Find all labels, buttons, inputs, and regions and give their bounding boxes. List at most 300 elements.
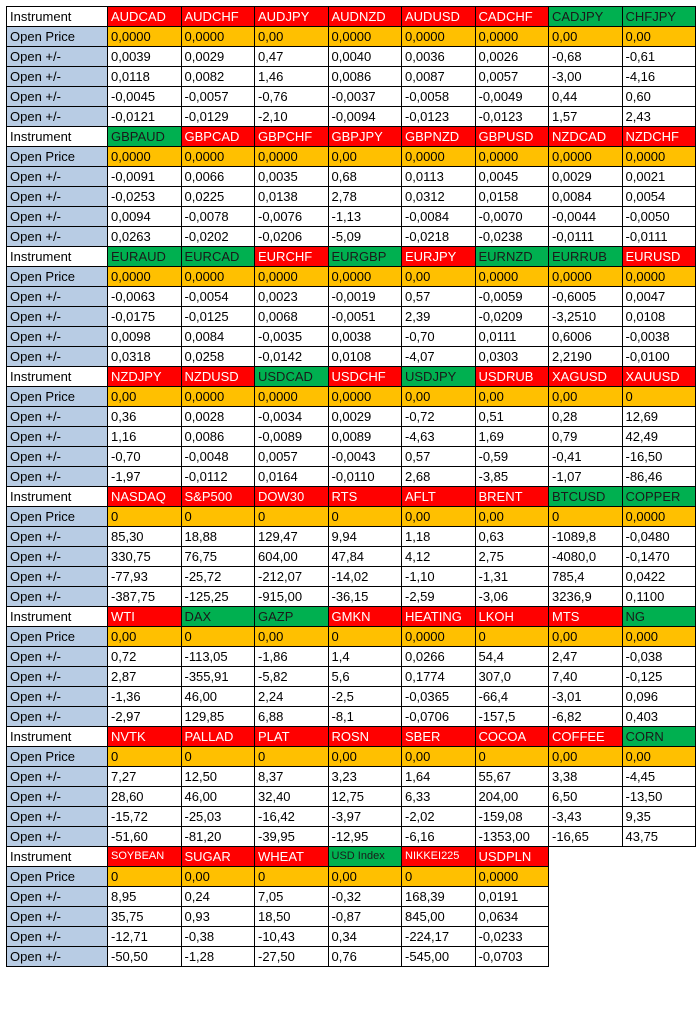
open-change-row [7,647,696,667]
value-cell: -81,20 [181,827,255,847]
open-price-cell: 0,0000 [549,147,623,167]
symbol-cell: NZDCHF [622,127,696,147]
value-cell: -387,75 [108,587,182,607]
symbol-cell: EURNZD [475,247,549,267]
value-cell: -0,0063 [108,287,182,307]
symbol-cell: HEATING [402,607,476,627]
value-cell: -0,0048 [181,447,255,467]
open-change-label: Open +/- [7,547,108,567]
value-cell: 0,6006 [549,327,623,347]
symbol-cell: CORN [622,727,696,747]
empty-cell [549,867,623,887]
value-cell: 18,88 [181,527,255,547]
open-price-cell: 0,0000 [181,267,255,287]
symbol-cell: S&P500 [181,487,255,507]
value-cell: -545,00 [402,947,476,967]
value-cell: -0,038 [622,647,696,667]
value-cell: 0,0089 [328,427,402,447]
open-change-row [7,447,696,467]
open-change-label: Open +/- [7,887,108,907]
value-cell: -0,0058 [402,87,476,107]
value-cell: 0,0108 [328,347,402,367]
open-price-cell: 0,0000 [402,27,476,47]
symbol-cell: DAX [181,607,255,627]
value-cell: -0,0044 [549,207,623,227]
symbol-cell: BTCUSD [549,487,623,507]
value-cell: -4,16 [622,67,696,87]
empty-cell [622,887,696,907]
symbol-cell: AUDCHF [181,7,255,27]
symbol-cell: CHFJPY [622,7,696,27]
value-cell: -0,0035 [255,327,329,347]
value-cell: -1,28 [181,947,255,967]
symbol-cell: EURCAD [181,247,255,267]
symbol-cell: CADJPY [549,7,623,27]
value-cell: -4,07 [402,347,476,367]
value-cell: -4,45 [622,767,696,787]
open-change-row [7,347,696,367]
value-cell: 0,0318 [108,347,182,367]
value-cell: 42,49 [622,427,696,447]
value-cell: 2,68 [402,467,476,487]
value-cell: -0,0049 [475,87,549,107]
symbol-cell: BRENT [475,487,549,507]
value-cell: -0,61 [622,47,696,67]
value-cell: 307,0 [475,667,549,687]
open-change-row [7,827,696,847]
value-cell: -0,0703 [475,947,549,967]
open-price-cell: 0,0000 [255,147,329,167]
value-cell: 0,0047 [622,287,696,307]
value-cell: 1,46 [255,67,329,87]
symbol-cell: GBPNZD [402,127,476,147]
open-price-label: Open Price [7,27,108,47]
value-cell: -0,125 [622,667,696,687]
value-cell: 2,2190 [549,347,623,367]
empty-cell [622,867,696,887]
open-change-row [7,707,696,727]
open-change-label: Open +/- [7,907,108,927]
value-cell: -0,0206 [255,227,329,247]
open-price-label: Open Price [7,867,108,887]
symbol-cell: EURJPY [402,247,476,267]
instrument-header-row [7,367,696,387]
open-change-label: Open +/- [7,587,108,607]
open-price-cell: 0,00 [475,507,549,527]
open-price-cell: 0,0000 [402,147,476,167]
open-price-cell: 0 [181,627,255,647]
value-cell: 28,60 [108,787,182,807]
instrument-label: Instrument [7,487,108,507]
open-change-row [7,327,696,347]
open-price-cell: 0,00 [622,27,696,47]
value-cell: -36,15 [328,587,402,607]
value-cell: -0,72 [402,407,476,427]
value-cell: 76,75 [181,547,255,567]
open-change-row [7,767,696,787]
value-cell: 12,69 [622,407,696,427]
open-change-label: Open +/- [7,347,108,367]
value-cell: -2,97 [108,707,182,727]
value-cell: -2,5 [328,687,402,707]
value-cell: 9,35 [622,807,696,827]
value-cell: 1,18 [402,527,476,547]
value-cell: 785,4 [549,567,623,587]
value-cell: -0,0111 [549,227,623,247]
value-cell: -2,02 [402,807,476,827]
empty-cell [622,927,696,947]
open-change-row [7,527,696,547]
value-cell: -0,0051 [328,307,402,327]
value-cell: 46,00 [181,787,255,807]
instrument-header-row [7,607,696,627]
value-cell: 0,0028 [181,407,255,427]
symbol-cell: GBPUSD [475,127,549,147]
value-cell: 0,0066 [181,167,255,187]
open-change-row [7,947,696,967]
symbol-cell: PLAT [255,727,329,747]
symbol-cell: WHEAT [255,847,329,867]
value-cell: 0,0057 [475,67,549,87]
symbol-cell: COFFEE [549,727,623,747]
value-cell: 1,4 [328,647,402,667]
value-cell: -0,0038 [622,327,696,347]
value-cell: 1,16 [108,427,182,447]
open-change-row [7,107,696,127]
open-change-label: Open +/- [7,787,108,807]
value-cell: 0,79 [549,427,623,447]
open-price-cell: 0 [108,747,182,767]
open-change-label: Open +/- [7,927,108,947]
value-cell: 7,05 [255,887,329,907]
value-cell: 3,38 [549,767,623,787]
value-cell: 0,60 [622,87,696,107]
value-cell: -0,0037 [328,87,402,107]
open-change-row [7,207,696,227]
symbol-cell: USDRUB [475,367,549,387]
open-price-cell: 0,00 [402,507,476,527]
open-change-row [7,887,696,907]
symbol-cell: AUDUSD [402,7,476,27]
value-cell: 0,47 [255,47,329,67]
instrument-label: Instrument [7,367,108,387]
open-change-label: Open +/- [7,227,108,247]
value-cell: 0,0191 [475,887,549,907]
value-cell: 0,0312 [402,187,476,207]
open-price-cell: 0,00 [255,27,329,47]
value-cell: 0,44 [549,87,623,107]
open-price-cell: 0,00 [402,267,476,287]
value-cell: 0,0098 [108,327,182,347]
open-price-label: Open Price [7,627,108,647]
value-cell: -0,32 [328,887,402,907]
open-price-cell: 0,0000 [402,627,476,647]
value-cell: 0,0084 [181,327,255,347]
open-price-cell: 0,0000 [549,267,623,287]
value-cell: -1,10 [402,567,476,587]
instrument-label: Instrument [7,847,108,867]
value-cell: -6,16 [402,827,476,847]
value-cell: 0,0084 [549,187,623,207]
open-change-label: Open +/- [7,187,108,207]
value-cell: -0,0078 [181,207,255,227]
value-cell: -16,42 [255,807,329,827]
value-cell: -2,59 [402,587,476,607]
open-price-cell: 0 [255,867,329,887]
open-price-cell: 0,000 [622,627,696,647]
value-cell: 12,50 [181,767,255,787]
table-body [7,7,696,967]
open-change-row [7,467,696,487]
open-price-cell: 0 [255,747,329,767]
open-change-row [7,187,696,207]
value-cell: -25,03 [181,807,255,827]
open-price-cell: 0 [181,507,255,527]
value-cell: -0,0112 [181,467,255,487]
value-cell: 55,67 [475,767,549,787]
symbol-cell: SBER [402,727,476,747]
value-cell: -1,07 [549,467,623,487]
empty-cell [549,847,623,867]
open-price-cell: 0 [622,387,696,407]
value-cell: 6,33 [402,787,476,807]
value-cell: 43,75 [622,827,696,847]
value-cell: 0,0634 [475,907,549,927]
symbol-cell: NVTK [108,727,182,747]
symbol-cell: COPPER [622,487,696,507]
value-cell: -0,0202 [181,227,255,247]
symbol-cell: NZDUSD [181,367,255,387]
open-change-label: Open +/- [7,767,108,787]
symbol-cell: PALLAD [181,727,255,747]
value-cell: 0,0054 [622,187,696,207]
open-price-cell: 0,00 [402,747,476,767]
value-cell: -0,59 [475,447,549,467]
symbol-cell: RTS [328,487,402,507]
value-cell: 0,0040 [328,47,402,67]
open-price-row [7,147,696,167]
value-cell: 604,00 [255,547,329,567]
open-change-label: Open +/- [7,567,108,587]
value-cell: 129,47 [255,527,329,547]
symbol-cell: SOYBEAN [108,847,182,867]
value-cell: -0,0089 [255,427,329,447]
value-cell: 0,0035 [255,167,329,187]
value-cell: 0,0263 [108,227,182,247]
open-change-label: Open +/- [7,687,108,707]
open-change-label: Open +/- [7,527,108,547]
open-price-row [7,867,696,887]
value-cell: -12,71 [108,927,182,947]
value-cell: 0,0138 [255,187,329,207]
value-cell: -3,00 [549,67,623,87]
symbol-cell: ROSN [328,727,402,747]
open-price-cell: 0,0000 [622,507,696,527]
symbol-cell: USDPLN [475,847,549,867]
open-change-label: Open +/- [7,647,108,667]
open-price-cell: 0,0000 [255,387,329,407]
value-cell: 0,0086 [328,67,402,87]
value-cell: -0,0045 [108,87,182,107]
value-cell: 12,75 [328,787,402,807]
value-cell: 3236,9 [549,587,623,607]
value-cell: -14,02 [328,567,402,587]
value-cell: -0,0175 [108,307,182,327]
open-price-cell: 0,0000 [108,27,182,47]
open-price-cell: 0,0000 [181,27,255,47]
open-change-row [7,167,696,187]
value-cell: -0,0019 [328,287,402,307]
value-cell: 4,12 [402,547,476,567]
value-cell: -3,97 [328,807,402,827]
open-price-cell: 0 [549,507,623,527]
value-cell: 8,37 [255,767,329,787]
value-cell: -4080,0 [549,547,623,567]
open-price-cell: 0,00 [475,387,549,407]
instrument-label: Instrument [7,607,108,627]
symbol-cell: LKOH [475,607,549,627]
open-price-cell: 0,0000 [108,267,182,287]
instrument-label: Instrument [7,247,108,267]
value-cell: -1353,00 [475,827,549,847]
value-cell: -0,0110 [328,467,402,487]
open-price-cell: 0,00 [328,147,402,167]
value-cell: 0,0029 [549,167,623,187]
value-cell: 0,0158 [475,187,549,207]
symbol-cell: AFLT [402,487,476,507]
value-cell: 0,0164 [255,467,329,487]
value-cell: 7,40 [549,667,623,687]
value-cell: 0,76 [328,947,402,967]
value-cell: 0,51 [475,407,549,427]
instrument-header-row [7,247,696,267]
value-cell: -0,0218 [402,227,476,247]
value-cell: -16,65 [549,827,623,847]
open-price-label: Open Price [7,267,108,287]
symbol-cell: GBPCAD [181,127,255,147]
value-cell: -1,86 [255,647,329,667]
open-price-cell: 0,0000 [622,147,696,167]
value-cell: -0,68 [549,47,623,67]
value-cell: 0,63 [475,527,549,547]
value-cell: -0,41 [549,447,623,467]
open-change-label: Open +/- [7,107,108,127]
open-change-row [7,407,696,427]
instrument-label: Instrument [7,127,108,147]
value-cell: -6,82 [549,707,623,727]
open-change-label: Open +/- [7,67,108,87]
open-price-cell: 0,0000 [475,147,549,167]
open-change-row [7,567,696,587]
open-change-label: Open +/- [7,827,108,847]
value-cell: -66,4 [475,687,549,707]
value-cell: 330,75 [108,547,182,567]
value-cell: -1,31 [475,567,549,587]
value-cell: 0,0029 [328,407,402,427]
open-price-cell: 0,00 [549,627,623,647]
open-price-cell: 0,0000 [475,867,549,887]
empty-cell [622,847,696,867]
value-cell: -0,38 [181,927,255,947]
open-change-label: Open +/- [7,447,108,467]
value-cell: -0,0057 [181,87,255,107]
value-cell: 2,78 [328,187,402,207]
value-cell: 0,0023 [255,287,329,307]
open-price-row [7,267,696,287]
instrument-table [6,6,696,967]
symbol-cell: CADCHF [475,7,549,27]
value-cell: -12,95 [328,827,402,847]
open-price-row [7,747,696,767]
value-cell: 0,93 [181,907,255,927]
value-cell: -0,70 [108,447,182,467]
symbol-cell: AUDJPY [255,7,329,27]
instrument-header-row [7,727,696,747]
empty-cell [549,907,623,927]
open-price-label: Open Price [7,387,108,407]
value-cell: 2,24 [255,687,329,707]
open-price-label: Open Price [7,147,108,167]
value-cell: -3,43 [549,807,623,827]
instrument-header-row [7,847,696,867]
open-price-cell: 0 [475,747,549,767]
open-price-cell: 0,0000 [622,267,696,287]
value-cell: -3,01 [549,687,623,707]
value-cell: -0,6005 [549,287,623,307]
value-cell: -0,1470 [622,547,696,567]
value-cell: 0,0113 [402,167,476,187]
value-cell: 85,30 [108,527,182,547]
value-cell: 0,1100 [622,587,696,607]
open-change-row [7,427,696,447]
open-change-row [7,547,696,567]
value-cell: 0,0038 [328,327,402,347]
open-change-row [7,807,696,827]
open-price-label: Open Price [7,747,108,767]
open-change-label: Open +/- [7,427,108,447]
value-cell: 18,50 [255,907,329,927]
open-price-cell: 0 [181,747,255,767]
value-cell: 0,28 [549,407,623,427]
open-price-cell: 0,00 [108,627,182,647]
value-cell: 0,24 [181,887,255,907]
open-change-label: Open +/- [7,947,108,967]
value-cell: 0,0118 [108,67,182,87]
symbol-cell: GBPJPY [328,127,402,147]
value-cell: -113,05 [181,647,255,667]
symbol-cell: USDCHF [328,367,402,387]
value-cell: 6,50 [549,787,623,807]
value-cell: -3,85 [475,467,549,487]
value-cell: 0,096 [622,687,696,707]
value-cell: 0,0258 [181,347,255,367]
value-cell: 0,0094 [108,207,182,227]
value-cell: 0,0266 [402,647,476,667]
value-cell: -0,0121 [108,107,182,127]
symbol-cell: EURUSD [622,247,696,267]
value-cell: -0,76 [255,87,329,107]
symbol-cell: NG [622,607,696,627]
open-price-cell: 0,00 [549,387,623,407]
value-cell: -0,0129 [181,107,255,127]
value-cell: 3,23 [328,767,402,787]
symbol-cell: MTS [549,607,623,627]
value-cell: -0,0054 [181,287,255,307]
open-change-row [7,907,696,927]
value-cell: -15,72 [108,807,182,827]
open-change-label: Open +/- [7,667,108,687]
open-price-cell: 0,00 [328,747,402,767]
